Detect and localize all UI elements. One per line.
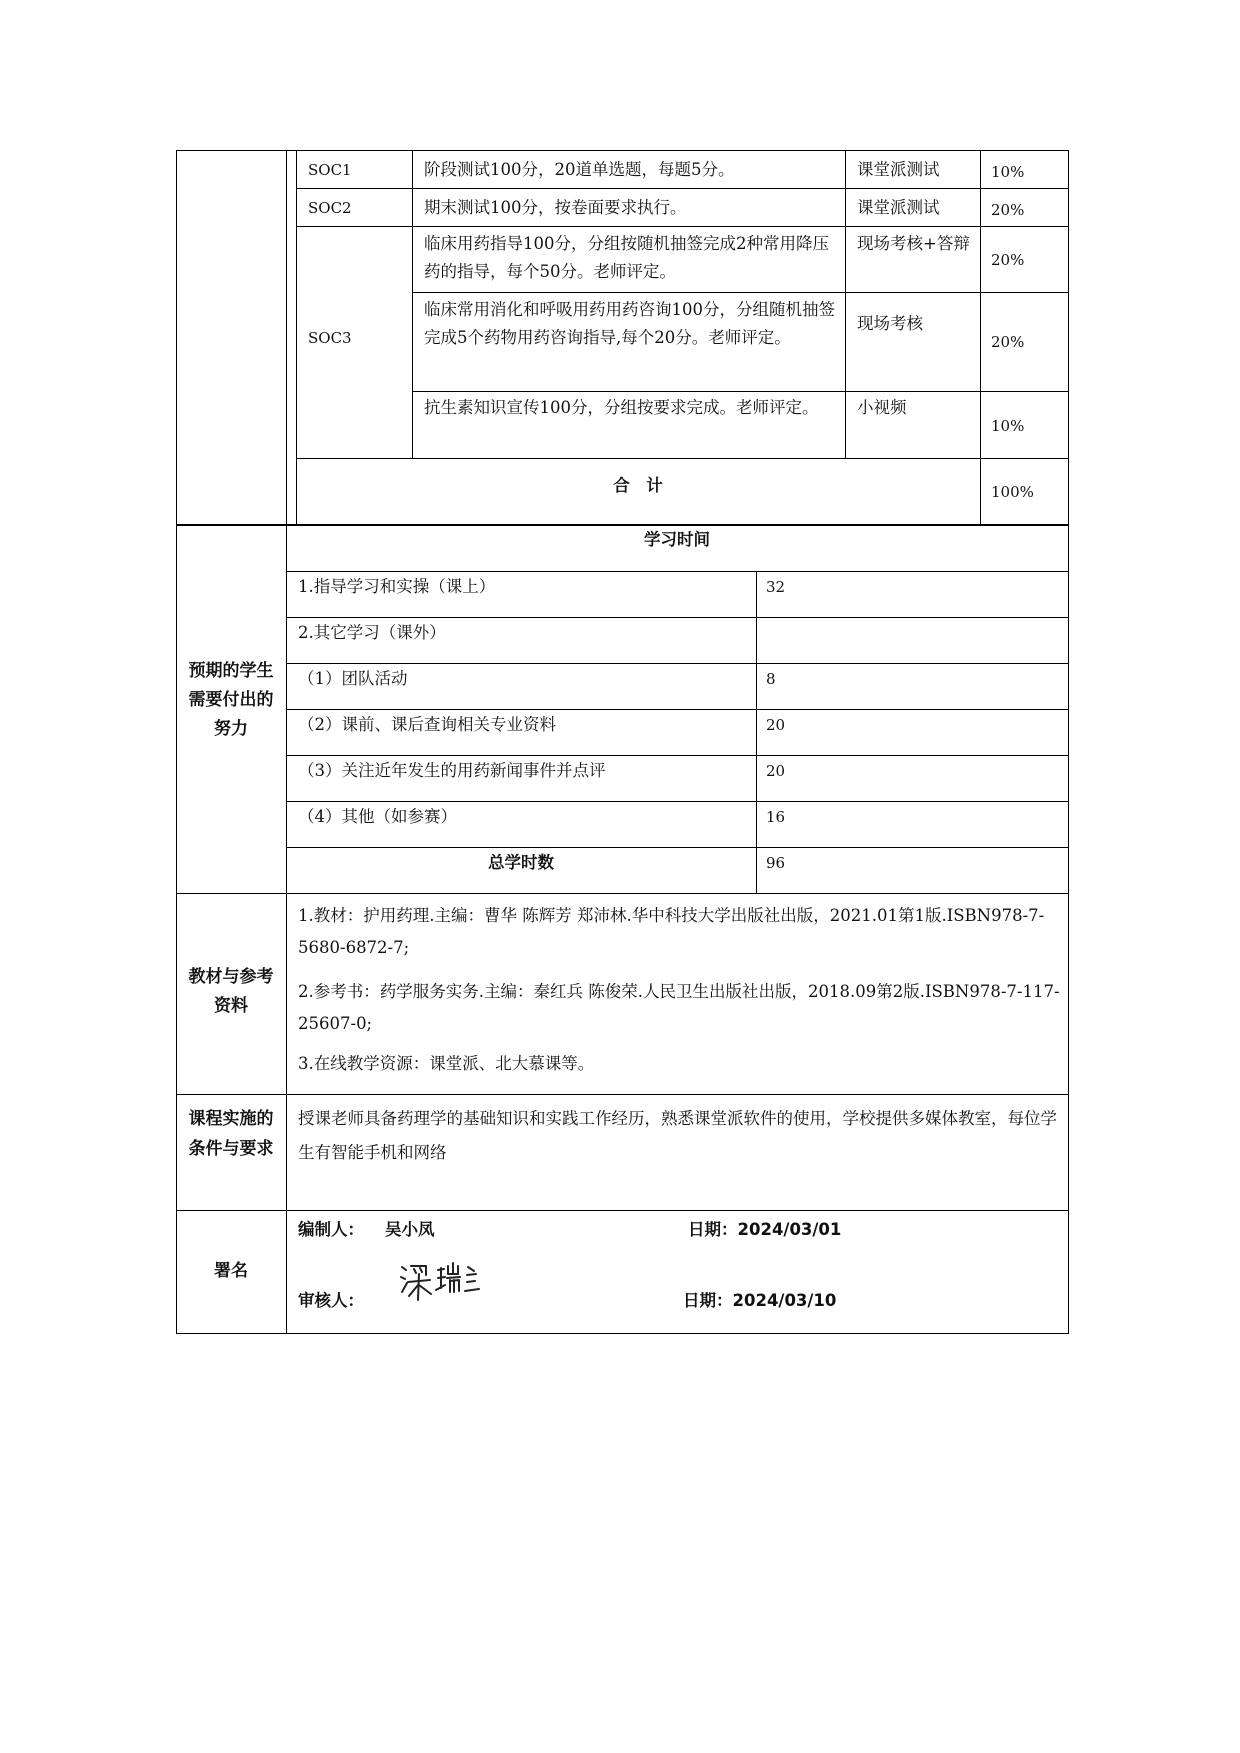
soc1-desc: 阶段测试100分，20道单选题，每题5分。	[424, 160, 735, 179]
border	[286, 571, 1069, 572]
reviewer-date: 日期：2024/03/10	[683, 1291, 837, 1310]
effort-row-value: 20	[766, 762, 786, 780]
soc2-weight: 20%	[991, 201, 1025, 219]
editor-name: 吴小凤	[385, 1220, 435, 1239]
border	[286, 801, 1069, 802]
material-item: 1.教材：护用药理.主编：曹华 陈辉芳 郑沛林.华中科技大学出版社出版，2021.01第1版.ISBN978-7-5680-6872-7;	[298, 906, 1045, 957]
border	[412, 150, 413, 458]
material-item: 3.在线教学资源：课堂派、北大慕课等。	[298, 1054, 595, 1073]
soc1-code: SOC1	[308, 161, 352, 179]
border	[845, 150, 846, 458]
border	[756, 571, 757, 893]
border	[412, 292, 1068, 293]
editor-date: 日期：2024/03/01	[688, 1220, 842, 1239]
soc2-desc: 期末测试100分，按卷面要求执行。	[424, 198, 687, 217]
effort-header: 学习时间	[644, 530, 710, 549]
conditions-text: 授课老师具备药理学的基础知识和实践工作经历，熟悉课堂派软件的使用，学校提供多媒体教室，每位学生有智能手机和网络	[298, 1109, 1057, 1162]
assessment-total-label: 合 计	[613, 476, 663, 495]
effort-row-label: （2）课前、课后查询相关专业资料	[298, 715, 556, 734]
effort-row-value: 16	[766, 808, 786, 826]
effort-row-label: （4）其他（如参赛）	[298, 807, 457, 826]
border	[980, 150, 981, 525]
soc1-method: 课堂派测试	[857, 160, 940, 179]
border	[286, 617, 1069, 618]
conditions-label: 课程实施的条件与要求	[188, 1109, 274, 1159]
editor-label: 编制人：	[298, 1220, 364, 1239]
signature-label: 署名	[214, 1261, 248, 1281]
material-item: 2.参考书：药学服务实务.主编：秦红兵 陈俊荣.人民卫生出版社出版，2018.09第2版.ISBN978-7-117-25607-0;	[298, 982, 1060, 1033]
border	[176, 893, 1069, 894]
assessment-total-value: 100%	[991, 483, 1034, 501]
border	[1068, 150, 1069, 1334]
materials-label: 教材与参考资料	[188, 967, 274, 1016]
soc2-method: 课堂派测试	[857, 198, 940, 217]
border	[176, 150, 177, 1334]
effort-row-label: （3）关注近年发生的用药新闻事件并点评	[298, 761, 606, 780]
border	[286, 709, 1069, 710]
effort-row-value: 8	[766, 670, 776, 688]
soc3-item-weight: 20%	[991, 333, 1025, 351]
soc3-item-method: 现场考核+答辩	[857, 234, 970, 253]
soc3-item-weight: 20%	[991, 251, 1025, 269]
soc3-code: SOC3	[308, 329, 352, 347]
border	[176, 150, 1069, 151]
border	[176, 1333, 1069, 1334]
border	[296, 458, 1068, 459]
border	[286, 150, 287, 1334]
soc3-item-desc: 临床用药指导100分，分组按随机抽签完成2种常用降压药的指导，每个50分。老师评定。	[424, 234, 829, 281]
soc3-item-desc: 临床常用消化和呼吸用药用药咨询100分，分组随机抽签完成5个药物用药咨询指导,每个20分。老师评定。	[424, 300, 835, 347]
border	[176, 1094, 1069, 1095]
effort-row-label: （1）团队活动	[298, 669, 408, 688]
effort-row-value: 20	[766, 716, 786, 734]
border	[296, 150, 297, 525]
effort-total-label: 总学时数	[488, 853, 554, 872]
soc2-code: SOC2	[308, 199, 352, 217]
effort-row-value: 32	[766, 578, 786, 596]
border	[412, 391, 1068, 392]
soc3-item-weight: 10%	[991, 417, 1025, 435]
border	[286, 847, 1069, 848]
effort-label: 预期的学生需要付出的努力	[188, 661, 274, 739]
soc3-item-method: 小视频	[857, 398, 907, 417]
reviewer-signature	[398, 1258, 482, 1308]
reviewer-label: 审核人：	[298, 1291, 364, 1310]
soc3-item-desc: 抗生素知识宣传100分，分组按要求完成。老师评定。	[424, 398, 819, 417]
effort-row-label: 2.其它学习（课外）	[298, 623, 446, 642]
soc1-weight: 10%	[991, 163, 1025, 181]
border	[286, 663, 1069, 664]
border	[176, 1210, 1069, 1211]
border	[296, 226, 1068, 227]
border	[296, 188, 1068, 189]
effort-total-value: 96	[766, 854, 786, 872]
border	[286, 755, 1069, 756]
effort-row-label: 1.指导学习和实操（课上）	[298, 577, 496, 596]
soc3-item-method: 现场考核	[857, 314, 923, 333]
